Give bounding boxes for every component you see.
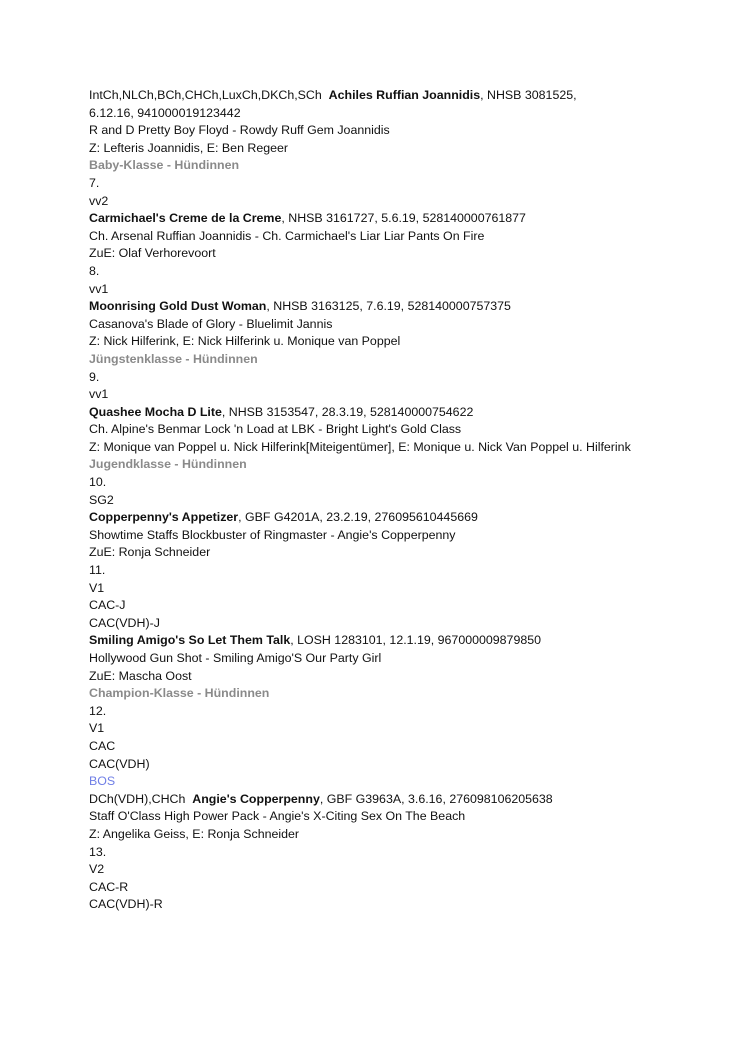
entry-13-award-2: CAC(VDH)-R [89,897,163,912]
show-results-document [89,87,649,914]
entry-10-dog-name: Copperpenny's Appetizer [89,510,239,525]
entry-12-titles: DCh(VDH),CHCh [89,791,186,806]
entry-11-parents: Hollywood Gun Shot - Smiling Amigo'S Our Party Girl [89,651,382,665]
entry-8-registration: , NHSB 3163125, 7.6.19, 528140000757375 [266,299,511,314]
entry-13-number: 13. [89,844,107,859]
entry-10-parents: Showtime Staffs Blockbuster of Ringmaster - Angie's Copperpenny [89,527,456,542]
entry-12-award-2: CAC(VDH) [89,756,150,771]
section-heading-juengsten: Jüngstenklasse - Hündinnen [89,351,258,366]
entry-11-owners: ZuE: Mascha Oost [89,668,192,683]
entry-6-titles: IntCh,NLCh,BCh,CHCh,LuxCh,DKCh,SCh [89,88,322,102]
entry-9-dog-name: Quashee Mocha D Lite [89,404,222,419]
entry-7-owners: ZuE: Olaf Verhorevoort [89,246,216,261]
entry-12-parents: Staff O'Class High Power Pack - Angie's X-Citing Sex On The Beach [89,809,466,824]
section-heading-jugend: Jugendklasse - Hündinnen [89,457,247,472]
entry-10-owners: ZuE: Ronja Schneider [89,545,211,560]
entry-8-owners: Z: Nick Hilferink, E: Nick Hilferink u. Monique van Poppel [89,334,401,349]
entry-6-dog-name: Achiles Ruffian Joannidis [328,88,481,102]
entry-12-special-award: BOS [89,774,116,789]
entry-12-number: 12. [89,703,107,718]
entry-13-grade: V2 [89,862,105,877]
entry-11-award-2: CAC(VDH)-J [89,615,160,630]
entry-7-number: 7. [89,175,100,190]
entry-12-grade: V1 [89,721,105,736]
entry-11-registration: , LOSH 1283101, 12.1.19, 967000009879850 [290,633,542,648]
entry-8-parents: Casanova's Blade of Glory - Bluelimit Jannis [89,316,333,331]
section-heading-baby: Baby-Klasse - Hündinnen [89,158,240,173]
entry-9-number: 9. [89,369,100,384]
entry-12-dog-name: Angie's Copperpenny [192,791,320,806]
entry-12-owners: Z: Angelika Geiss, E: Ronja Schneider [89,826,300,841]
entry-7-parents: Ch. Arsenal Ruffian Joannidis - Ch. Carmichael's Liar Liar Pants On Fire [89,228,485,243]
entry-8-header [89,298,649,316]
entry-11-grade: V1 [89,580,105,595]
entry-11-header [89,632,649,650]
entry-10-grade: SG2 [89,492,114,507]
entry-11-award-1: CAC-J [89,598,126,613]
entry-8-grade: vv1 [89,281,109,296]
entry-12-registration: , GBF G3963A, 3.6.16, 276098106205638 [319,791,553,806]
entry-6-parents: R and D Pretty Boy Floyd - Rowdy Ruff Gem Joannidis [89,123,390,138]
entry-7-header [89,210,649,228]
entry-9-owners: Z: Monique van Poppel u. Nick Hilferink[Miteigentümer], E: Monique u. Nick Van Poppel u. Hilferink [89,439,631,454]
entry-9-parents: Ch. Alpine's Benmar Lock 'n Load at LBK - Bright Light's Gold Class [89,422,462,437]
entry-11-number: 11. [89,563,106,578]
entry-10-header [89,509,649,527]
entry-10-number: 10. [89,475,107,490]
entry-12-header [89,791,649,809]
entry-6-registration: , NHSB 3081525, [480,88,577,102]
entry-6-registration-cont: 6.12.16, 941000019123442 [89,105,241,120]
entry-11-dog-name: Smiling Amigo's So Let Them Talk [89,633,291,648]
section-heading-champion: Champion-Klasse - Hündinnen [89,686,270,701]
entry-6-owners: Z: Lefteris Joannidis, E: Ben Regeer [89,140,289,155]
entry-12-award-1: CAC [89,738,116,753]
entry-7-grade: vv2 [89,193,109,208]
entry-8-number: 8. [89,263,100,278]
entry-10-registration: , GBF G4201A, 23.2.19, 276095610445669 [238,510,478,525]
entry-9-header [89,404,649,422]
entry-9-grade: vv1 [89,387,109,402]
entry-8-dog-name: Moonrising Gold Dust Woman [89,299,267,314]
entry-7-dog-name: Carmichael's Creme de la Creme [89,211,282,226]
entry-9-registration: , NHSB 3153547, 28.3.19, 528140000754622 [221,404,474,419]
entry-6-header [89,87,649,105]
entry-7-registration: , NHSB 3161727, 5.6.19, 528140000761877 [281,211,526,226]
entry-13-award-1: CAC-R [89,879,129,894]
